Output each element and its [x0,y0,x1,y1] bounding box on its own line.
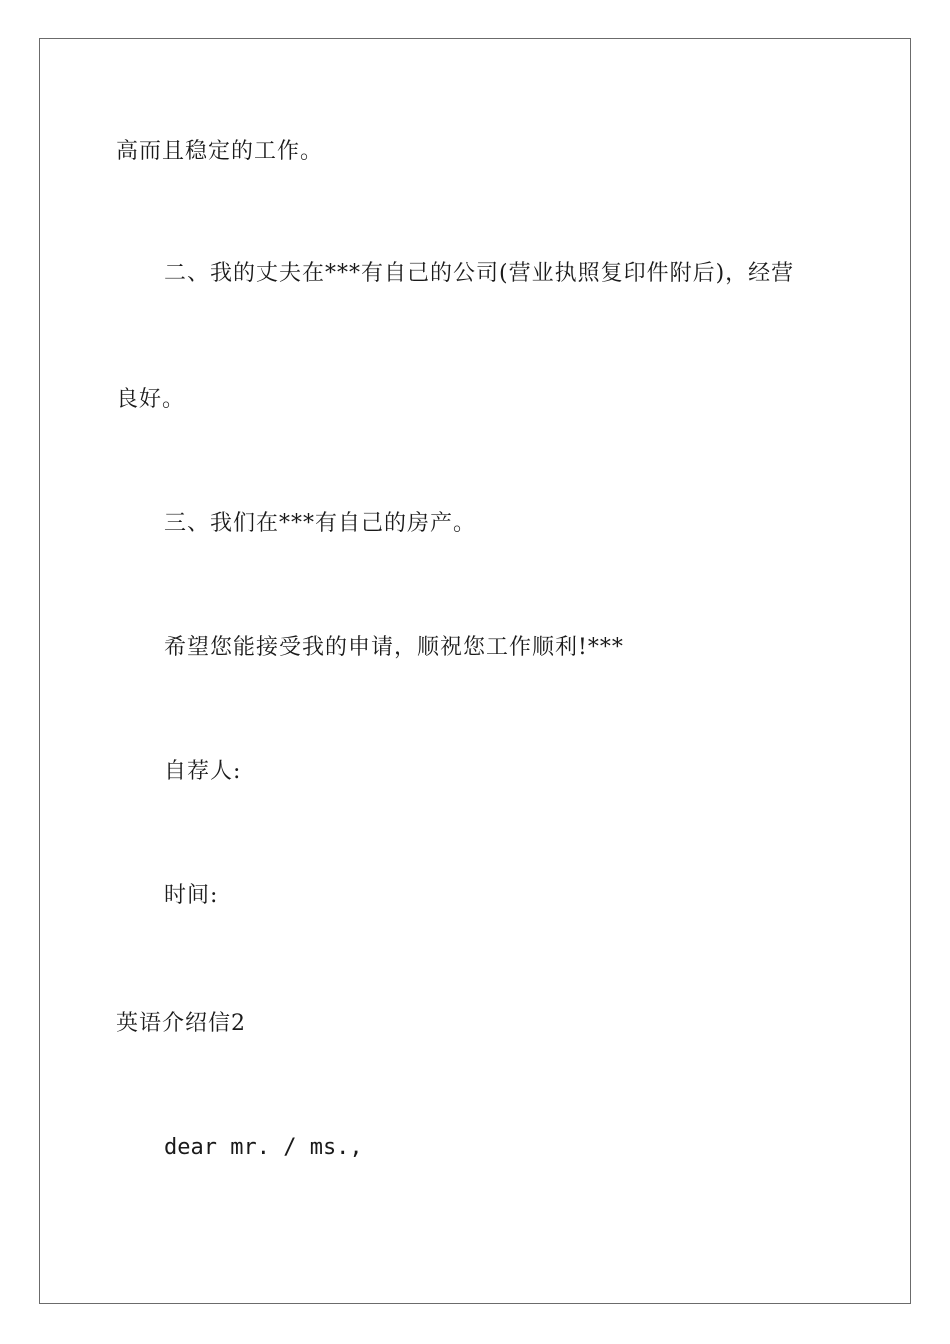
page-frame [39,38,911,1304]
paragraph-line-1: 高而且稳定的工作。 [116,139,324,164]
paragraph-line-3: 良好。 [116,387,186,412]
section-heading: 英语介绍信2 [116,1011,246,1036]
signature-label: 自荐人: [164,759,242,784]
paragraph-line-5: 希望您能接受我的申请，顺祝您工作顺利!*** [164,635,624,660]
letter-salutation: dear mr. / ms., [164,1135,363,1160]
paragraph-line-4: 三、我们在***有自己的房产。 [164,511,477,536]
date-label: 时间: [164,883,219,908]
paragraph-line-2: 二、我的丈夫在***有自己的公司(营业执照复印件附后)，经营 [164,261,795,286]
